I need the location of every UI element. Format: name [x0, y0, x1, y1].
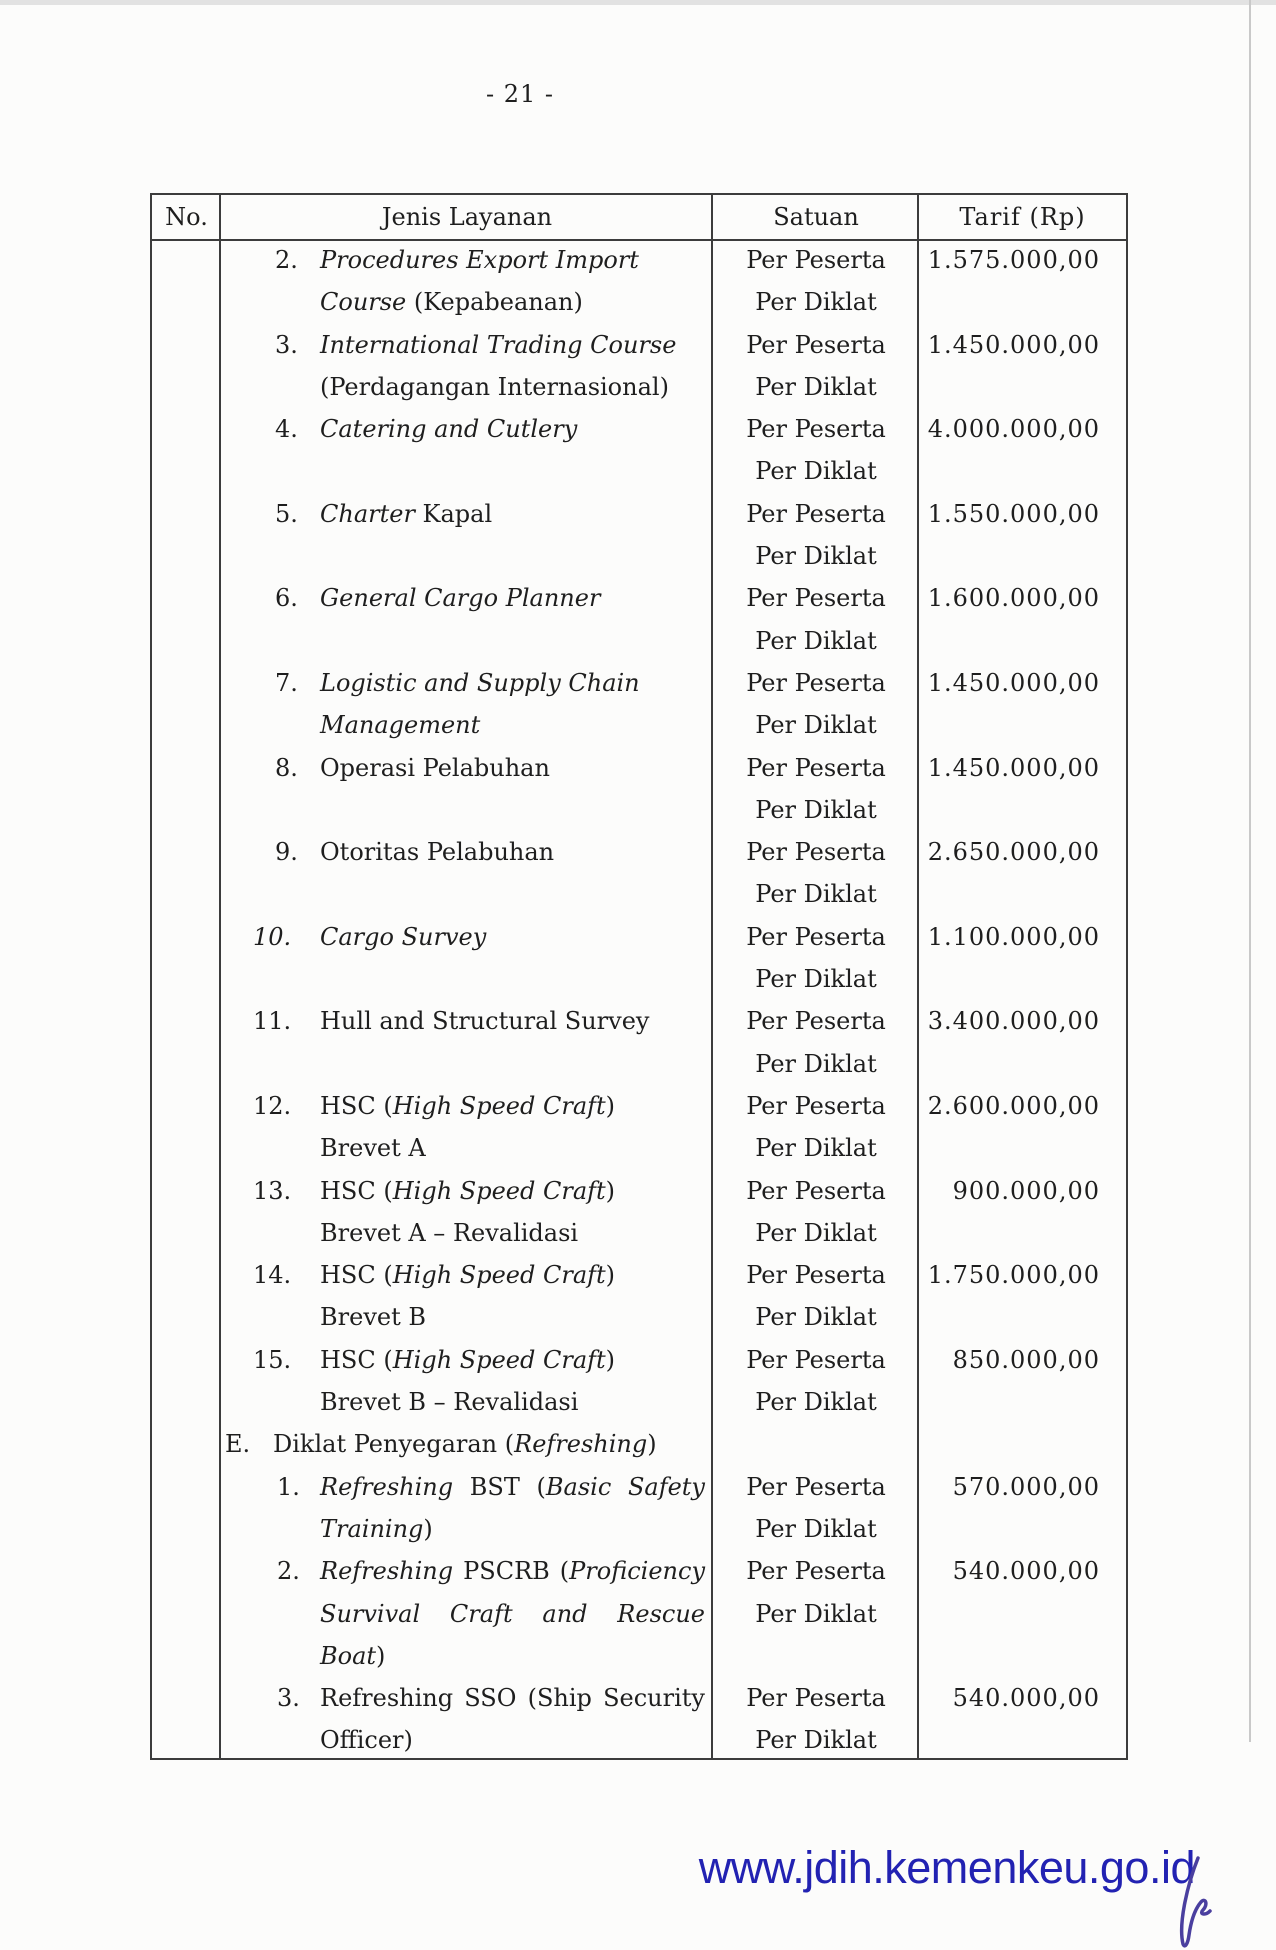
- table-row-line: [152, 1550, 1126, 1592]
- table-row-line: [152, 747, 1126, 789]
- unit-text: Per Diklat: [755, 626, 877, 655]
- tariff-text: [919, 535, 1126, 577]
- no-cell: [152, 1635, 221, 1677]
- tariff-text: 1.100.000,00: [927, 922, 1100, 951]
- service-cell: [221, 239, 713, 281]
- service-cell: [221, 1339, 713, 1381]
- item-marker: 13.: [253, 1176, 292, 1205]
- service-cell: [221, 789, 713, 831]
- service-text: Course (Kepabeanan): [320, 288, 583, 317]
- tariff-text: [919, 1296, 1126, 1338]
- header-unit: Satuan: [773, 203, 859, 231]
- service-text: Refreshing BST (Basic Safety: [320, 1472, 705, 1501]
- service-cell: [221, 704, 713, 746]
- header-service: Jenis Layanan: [381, 203, 553, 231]
- no-cell: [152, 408, 221, 450]
- service-cell: [221, 493, 713, 535]
- unit-text: Per Diklat: [755, 1388, 877, 1417]
- service-cell: [221, 958, 713, 1000]
- no-cell: [152, 324, 221, 366]
- table-row-line: [152, 789, 1126, 831]
- unit-text: Per Peserta: [746, 1684, 886, 1713]
- table-row-line: [152, 662, 1126, 704]
- service-text: Brevet A: [320, 1134, 426, 1163]
- tariff-text: 2.600.000,00: [927, 1091, 1100, 1120]
- service-cell: [221, 450, 713, 492]
- unit-text: Per Peserta: [746, 1472, 886, 1501]
- table-row-line: [152, 1466, 1126, 1508]
- tariff-text: [919, 873, 1126, 915]
- service-text: Boat): [320, 1641, 386, 1670]
- table-row-line: [152, 1085, 1126, 1127]
- service-text: Hull and Structural Survey: [320, 1007, 650, 1036]
- table-row-line: [152, 1127, 1126, 1169]
- table-row-line: [152, 704, 1126, 746]
- tariff-text: [919, 958, 1126, 1000]
- no-cell: [152, 789, 221, 831]
- no-cell: [152, 620, 221, 662]
- item-marker: 7.: [275, 668, 298, 697]
- tariff-text: 1.450.000,00: [927, 753, 1100, 782]
- unit-text: Per Peserta: [746, 584, 886, 613]
- tariff-text: 1.550.000,00: [927, 499, 1100, 528]
- table-row-line: [152, 1423, 1126, 1465]
- signature-stroke: [1182, 1858, 1210, 1946]
- item-marker: 2.: [277, 1557, 300, 1586]
- table-row-line: [152, 1339, 1126, 1381]
- tariff-text: 540.000,00: [952, 1684, 1100, 1713]
- no-cell: [152, 239, 221, 281]
- service-cell: [221, 1212, 713, 1254]
- no-cell: [152, 1466, 221, 1508]
- item-marker: 11.: [253, 1007, 292, 1036]
- unit-text: Per Diklat: [755, 1134, 877, 1163]
- service-cell: [221, 1466, 713, 1508]
- tariff-text: 4.000.000,00: [927, 415, 1100, 444]
- service-cell: [221, 1593, 713, 1635]
- no-cell: [152, 831, 221, 873]
- no-cell: [152, 1381, 221, 1423]
- unit-text: Per Peserta: [746, 668, 886, 697]
- no-cell: [152, 916, 221, 958]
- page-number: - 21 -: [485, 80, 554, 108]
- service-text: Brevet A – Revalidasi: [320, 1218, 579, 1247]
- service-text: (Perdagangan Internasional): [320, 372, 669, 401]
- service-text: Catering and Cutlery: [320, 415, 578, 444]
- no-cell: [152, 535, 221, 577]
- item-marker: 1.: [277, 1472, 300, 1501]
- unit-text: Per Peserta: [746, 1345, 886, 1374]
- service-text: Charter Kapal: [320, 499, 493, 528]
- service-text: Training): [320, 1514, 433, 1543]
- tariff-text: [919, 281, 1126, 323]
- tariff-text: [919, 1719, 1126, 1761]
- service-cell: [221, 1550, 713, 1592]
- service-cell: [221, 620, 713, 662]
- table-row-line: [152, 1677, 1126, 1719]
- service-text: Management: [320, 711, 481, 740]
- unit-text: Per Diklat: [755, 457, 877, 486]
- no-cell: [152, 493, 221, 535]
- service-cell: [221, 1000, 713, 1042]
- service-cell: [221, 831, 713, 873]
- no-cell: [152, 1296, 221, 1338]
- service-cell: [221, 1043, 713, 1085]
- service-cell: [221, 281, 713, 323]
- table-row-line: [152, 450, 1126, 492]
- unit-text: Per Diklat: [755, 1218, 877, 1247]
- unit-text: Per Diklat: [755, 542, 877, 571]
- table-row-line: [152, 239, 1126, 281]
- service-cell: [221, 1296, 713, 1338]
- service-cell: [221, 366, 713, 408]
- table-row-line: [152, 958, 1126, 1000]
- tariff-text: [919, 789, 1126, 831]
- service-text: Procedures Export Import: [320, 246, 639, 274]
- no-cell: [152, 1212, 221, 1254]
- unit-text: Per Peserta: [746, 1557, 886, 1586]
- service-text: Diklat Penyegaran (Refreshing): [273, 1430, 657, 1459]
- table-row-line: [152, 408, 1126, 450]
- tariff-text: [919, 1508, 1126, 1550]
- service-cell: [221, 1677, 713, 1719]
- no-cell: [152, 1085, 221, 1127]
- unit-text: Per Diklat: [755, 1303, 877, 1332]
- service-cell: [221, 662, 713, 704]
- service-text: HSC (High Speed Craft): [320, 1176, 616, 1205]
- column-divider: [917, 195, 919, 1758]
- tariff-text: [919, 1593, 1126, 1635]
- service-text: HSC (High Speed Craft): [320, 1091, 616, 1120]
- tariff-text: 1.600.000,00: [927, 584, 1100, 613]
- table-row-line: [152, 1508, 1126, 1550]
- table-row-line: [152, 620, 1126, 662]
- no-cell: [152, 958, 221, 1000]
- service-text: Officer): [320, 1726, 413, 1755]
- table-row-line: [152, 1296, 1126, 1338]
- table-row-line: [152, 324, 1126, 366]
- no-cell: [152, 450, 221, 492]
- tariff-text: [919, 1635, 1126, 1677]
- scan-edge-top: [0, 0, 1276, 5]
- item-marker: 6.: [275, 584, 298, 613]
- tariff-text: 1.575.000,00: [927, 246, 1100, 274]
- service-cell: [221, 1170, 713, 1212]
- table-row-line: [152, 916, 1126, 958]
- table-row-line: [152, 1212, 1126, 1254]
- unit-text: Per Diklat: [755, 711, 877, 740]
- unit-text: Per Diklat: [755, 372, 877, 401]
- no-cell: [152, 1593, 221, 1635]
- service-text: Logistic and Supply Chain: [320, 668, 640, 697]
- service-text: Cargo Survey: [320, 922, 487, 951]
- tariff-text: 540.000,00: [952, 1557, 1100, 1586]
- service-cell: [221, 1381, 713, 1423]
- no-cell: [152, 1719, 221, 1761]
- service-cell: [221, 1635, 713, 1677]
- item-marker: 2.: [275, 246, 298, 274]
- unit-text: Per Peserta: [746, 1176, 886, 1205]
- no-cell: [152, 1000, 221, 1042]
- service-text: General Cargo Planner: [320, 584, 601, 613]
- no-cell: [152, 1254, 221, 1296]
- no-cell: [152, 704, 221, 746]
- no-cell: [152, 577, 221, 619]
- unit-text: Per Diklat: [755, 1049, 877, 1078]
- table-header-row: [152, 195, 1126, 239]
- table-row-line: [152, 1170, 1126, 1212]
- tariff-text: [919, 704, 1126, 746]
- header-tariff: Tarif (Rp): [959, 203, 1086, 231]
- table-row-line: [152, 366, 1126, 408]
- tariff-text: [919, 1381, 1126, 1423]
- no-cell: [152, 366, 221, 408]
- unit-text: [713, 1635, 919, 1677]
- table-row-line: [152, 873, 1126, 915]
- unit-text: Per Peserta: [746, 922, 886, 951]
- no-cell: [152, 1339, 221, 1381]
- table-row-line: [152, 831, 1126, 873]
- item-marker: 3.: [277, 1684, 300, 1713]
- item-marker: 10.: [253, 922, 292, 951]
- tariff-text: [919, 620, 1126, 662]
- no-cell: [152, 1127, 221, 1169]
- header-no: No.: [165, 203, 208, 231]
- service-cell: [221, 1254, 713, 1296]
- item-marker: 4.: [275, 415, 298, 444]
- table-row-line: [152, 577, 1126, 619]
- no-cell: [152, 1508, 221, 1550]
- service-text: HSC (High Speed Craft): [320, 1261, 616, 1290]
- table-row-line: [152, 1593, 1126, 1635]
- item-marker: E.: [225, 1430, 251, 1459]
- service-text: HSC (High Speed Craft): [320, 1345, 616, 1374]
- no-cell: [152, 1423, 221, 1465]
- item-marker: 3.: [275, 330, 298, 359]
- service-cell: [221, 324, 713, 366]
- table-row-line: [152, 1043, 1126, 1085]
- service-text: Otoritas Pelabuhan: [320, 838, 555, 867]
- no-cell: [152, 662, 221, 704]
- tariff-text: [919, 366, 1126, 408]
- tariff-text: [919, 1212, 1126, 1254]
- unit-text: Per Diklat: [755, 1514, 877, 1543]
- service-text: Refreshing PSCRB (Proficiency: [320, 1557, 705, 1586]
- unit-text: Per Diklat: [755, 880, 877, 909]
- unit-text: Per Diklat: [755, 965, 877, 994]
- unit-text: Per Peserta: [746, 753, 886, 782]
- unit-text: Per Peserta: [746, 499, 886, 528]
- service-text: Refreshing SSO (Ship Security: [320, 1684, 705, 1713]
- tariff-text: 2.650.000,00: [927, 838, 1100, 867]
- scan-edge-right: [1249, 0, 1251, 1742]
- service-cell: [221, 1127, 713, 1169]
- table-row-line: [152, 281, 1126, 323]
- unit-text: Per Diklat: [755, 795, 877, 824]
- watermark-link: www.jdih.kemenkeu.go.id: [698, 1842, 1195, 1893]
- table-row-line: [152, 1635, 1126, 1677]
- no-cell: [152, 1043, 221, 1085]
- unit-text: Per Diklat: [755, 1726, 877, 1755]
- unit-text: Per Diklat: [755, 288, 877, 317]
- unit-text: Per Peserta: [746, 1007, 886, 1036]
- tariff-text: 850.000,00: [952, 1345, 1100, 1374]
- table-body: [152, 239, 1126, 1762]
- no-cell: [152, 1170, 221, 1212]
- unit-text: Per Diklat: [755, 1599, 877, 1628]
- service-cell: [221, 873, 713, 915]
- service-text: Operasi Pelabuhan: [320, 753, 550, 782]
- unit-text: Per Peserta: [746, 1091, 886, 1120]
- tariff-table: [150, 193, 1128, 1760]
- table-row-line: [152, 1381, 1126, 1423]
- item-marker: 15.: [253, 1345, 292, 1374]
- tariff-text: 900.000,00: [952, 1176, 1100, 1205]
- service-cell: [221, 408, 713, 450]
- tariff-text: 1.750.000,00: [927, 1261, 1100, 1290]
- service-cell: [221, 916, 713, 958]
- signature-mark: [1168, 1855, 1228, 1950]
- service-cell: [221, 1719, 713, 1761]
- no-cell: [152, 281, 221, 323]
- service-text: Survival Craft and Rescue: [320, 1599, 705, 1628]
- item-marker: 14.: [253, 1261, 292, 1290]
- tariff-text: [919, 1043, 1126, 1085]
- tariff-text: [919, 450, 1126, 492]
- item-marker: 8.: [275, 753, 298, 782]
- no-cell: [152, 747, 221, 789]
- service-text: Brevet B – Revalidasi: [320, 1388, 579, 1417]
- unit-text: Per Peserta: [746, 246, 886, 274]
- service-cell: [221, 747, 713, 789]
- no-cell: [152, 873, 221, 915]
- unit-text: Per Peserta: [746, 1261, 886, 1290]
- table-row-line: [152, 1254, 1126, 1296]
- tariff-text: [919, 1127, 1126, 1169]
- no-cell: [152, 1677, 221, 1719]
- service-cell: [221, 1085, 713, 1127]
- item-marker: 5.: [275, 499, 298, 528]
- unit-text: Per Peserta: [746, 838, 886, 867]
- unit-text: [713, 1423, 919, 1465]
- unit-text: Per Peserta: [746, 330, 886, 359]
- tariff-text: 1.450.000,00: [927, 668, 1100, 697]
- tariff-text: 1.450.000,00: [927, 330, 1100, 359]
- service-cell: [221, 1508, 713, 1550]
- service-text: Brevet B: [320, 1303, 426, 1332]
- tariff-text: 570.000,00: [952, 1472, 1100, 1501]
- table-row-line: [152, 535, 1126, 577]
- service-cell: [221, 577, 713, 619]
- tariff-text: 3.400.000,00: [927, 1007, 1100, 1036]
- item-marker: 12.: [253, 1091, 292, 1120]
- service-text: International Trading Course: [320, 330, 677, 359]
- table-row-line: [152, 493, 1126, 535]
- unit-text: Per Peserta: [746, 415, 886, 444]
- table-row-line: [152, 1719, 1126, 1761]
- no-cell: [152, 1550, 221, 1592]
- service-cell: [221, 1423, 713, 1465]
- table-row-line: [152, 1000, 1126, 1042]
- service-cell: [221, 535, 713, 577]
- tariff-text: [919, 1423, 1126, 1465]
- item-marker: 9.: [275, 838, 298, 867]
